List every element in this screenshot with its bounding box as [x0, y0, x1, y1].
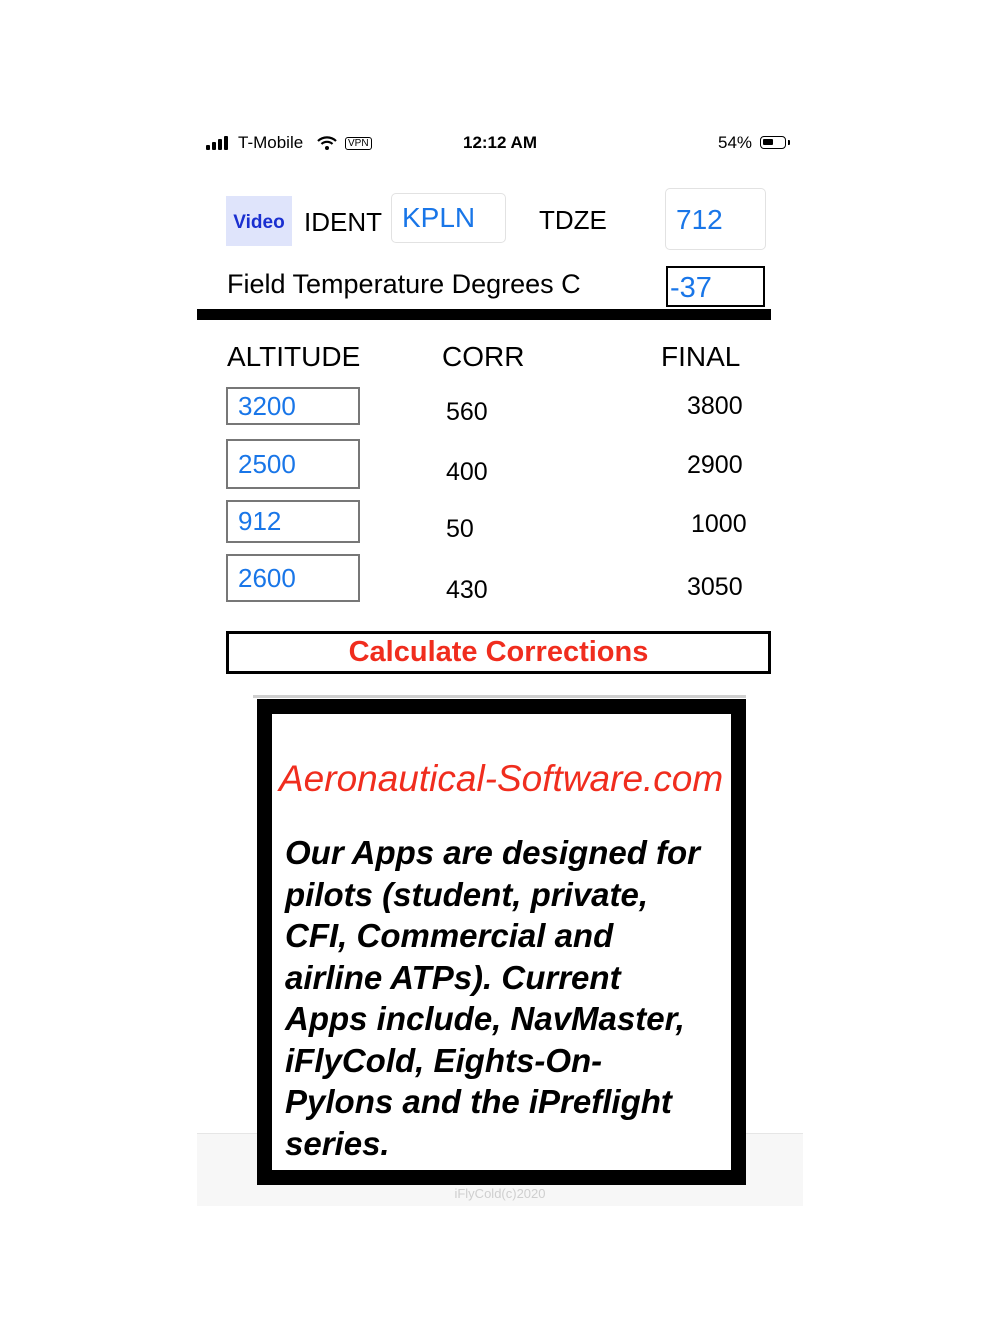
carrier-name: T-Mobile — [238, 133, 304, 152]
ad-body-text: Our Apps are designed for pilots (student, private, CFI, Commercial and airline ATPs). Current Apps include, NavMaster, iFlyCold, Eights-On- Pylons and the iPreflight series. — [285, 834, 701, 1162]
section-divider — [197, 309, 771, 320]
altitude-input[interactable]: 912 — [226, 500, 360, 543]
altitude-header: ALTITUDE — [227, 341, 361, 372]
field-temperature-input[interactable]: -37 — [666, 266, 765, 307]
battery-percentage: 54% — [718, 133, 753, 152]
signal-strength-icon — [206, 136, 232, 150]
final-value: 2900 — [687, 451, 743, 479]
final-value: 1000 — [691, 510, 747, 538]
final-value: 3050 — [687, 573, 743, 601]
battery-icon — [760, 136, 786, 149]
final-value: 3800 — [687, 392, 743, 420]
status-bar — [197, 128, 803, 160]
field-temperature-label: Field Temperature Degrees C — [227, 269, 581, 299]
altitude-input[interactable]: 2500 — [226, 439, 360, 489]
copyright-text: iFlyCold(c)2020 — [454, 1186, 546, 1201]
altitude-input[interactable]: 2600 — [226, 554, 360, 602]
ad-top-border — [253, 695, 746, 698]
ident-input[interactable]: KPLN — [391, 193, 506, 243]
battery-tip — [788, 140, 790, 145]
tdze-input[interactable]: 712 — [665, 188, 766, 250]
ad-banner[interactable] — [257, 699, 746, 1185]
wifi-icon — [317, 136, 337, 150]
correction-value: 560 — [446, 398, 488, 426]
tdze-label: TDZE — [539, 205, 607, 235]
correction-value: 400 — [446, 458, 488, 486]
ad-title: Aeronautical-Software.com — [279, 758, 724, 799]
altitude-input[interactable]: 3200 — [226, 387, 360, 425]
correction-value: 50 — [446, 515, 474, 543]
video-button[interactable]: Video — [226, 196, 292, 246]
status-time: 12:12 AM — [462, 133, 537, 152]
correction-value: 430 — [446, 576, 488, 604]
calculate-corrections-button[interactable]: Calculate Corrections — [226, 631, 771, 674]
ident-label: IDENT — [304, 207, 382, 237]
vpn-badge: VPN — [345, 137, 372, 150]
final-header: FINAL — [661, 341, 741, 372]
corr-header: CORR — [442, 341, 525, 372]
